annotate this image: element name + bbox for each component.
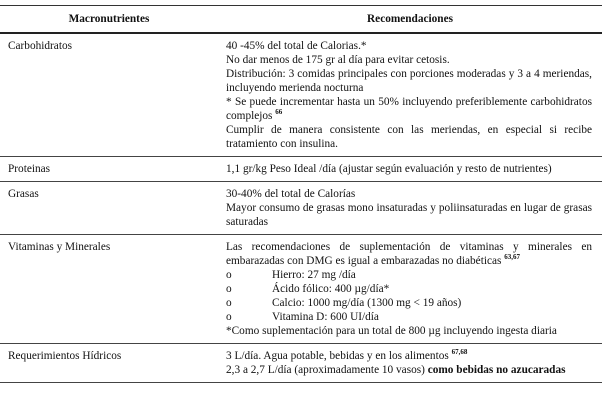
- text: Hierro: 27 mg /día: [272, 269, 356, 281]
- text-line: 40 -45% del total de Calorias.*: [226, 40, 367, 52]
- text-line: *Como suplementación para un total de 800 µg incluyendo ingesta diaria: [226, 325, 557, 337]
- table-row: [0, 182, 602, 235]
- text-line: Cumplir de manera consistente con las meriendas, en especial si recibe tratamiento con insulina.: [226, 124, 592, 150]
- row-content: [218, 157, 602, 182]
- text: 3 L/día. Agua potable, bebidas y en los alimentos: [226, 350, 449, 362]
- text: 2,3 a 2,7 L/día (aproximadamente 10 vasos): [226, 364, 425, 376]
- list-item: [226, 296, 592, 310]
- list-item: [226, 268, 592, 282]
- text: * Se puede incrementar hasta un 50% incluyendo preferiblemente carbohidratos complejos: [226, 96, 592, 122]
- bold-text: como bebidas no azucaradas: [427, 364, 566, 376]
- text-line: Distribución: 3 comidas principales con porciones moderadas y 3 a 4 meriendas, incluyendo merienda nocturna: [226, 68, 592, 94]
- list-item: [226, 310, 592, 324]
- row-label: Proteinas: [0, 157, 218, 182]
- reference: 67,68: [451, 348, 468, 357]
- row-content: [218, 344, 602, 383]
- table-row: [0, 157, 602, 182]
- table-header-row: [0, 6, 602, 34]
- text-line: [226, 363, 592, 377]
- text-line: [226, 349, 592, 363]
- list-item: [226, 282, 592, 296]
- bullet: o: [226, 297, 232, 309]
- bullet: o: [226, 283, 232, 295]
- row-label: Requerimientos Hídricos: [0, 344, 218, 383]
- text: Vitamina D: 600 UI/día: [272, 311, 379, 323]
- bullet: o: [226, 269, 232, 281]
- header-recomendaciones: Recomendaciones: [218, 6, 602, 34]
- text: Las recomendaciones de suplementación de vitaminas y minerales en embarazadas con DMG es igual a embarazadas no diabéticas: [226, 241, 592, 267]
- text-line: Mayor consumo de grasas mono insaturadas y poliinsaturadas en lugar de grasas saturadas: [226, 202, 592, 228]
- row-content: [218, 182, 602, 235]
- header-macronutrientes: Macronutrientes: [0, 6, 218, 34]
- text-line: 1,1 gr/kg Peso Ideal /día (ajustar según evaluación y resto de nutrientes): [226, 163, 552, 175]
- reference: 63,67: [504, 253, 520, 262]
- row-content: [218, 235, 602, 344]
- recommendations-table: [0, 5, 602, 383]
- text-line: No dar menos de 175 gr al día para evitar cetosis.: [226, 54, 450, 66]
- row-label: Carbohidratos: [0, 33, 218, 157]
- table-row: [0, 235, 602, 344]
- text-line: [226, 95, 592, 123]
- text: Calcio: 1000 mg/día (1300 mg < 19 años): [272, 297, 462, 309]
- table-row: [0, 344, 602, 383]
- row-label: Grasas: [0, 182, 218, 235]
- table-row: [0, 33, 602, 157]
- bullet: o: [226, 311, 232, 323]
- row-label: Vitaminas y Minerales: [0, 235, 218, 344]
- text-line: 30-40% del total de Calorías: [226, 188, 356, 200]
- reference: 66: [275, 108, 283, 117]
- text: Ácido fólico: 400 µg/día*: [272, 283, 390, 295]
- row-content: [218, 33, 602, 157]
- text-line: [226, 240, 592, 268]
